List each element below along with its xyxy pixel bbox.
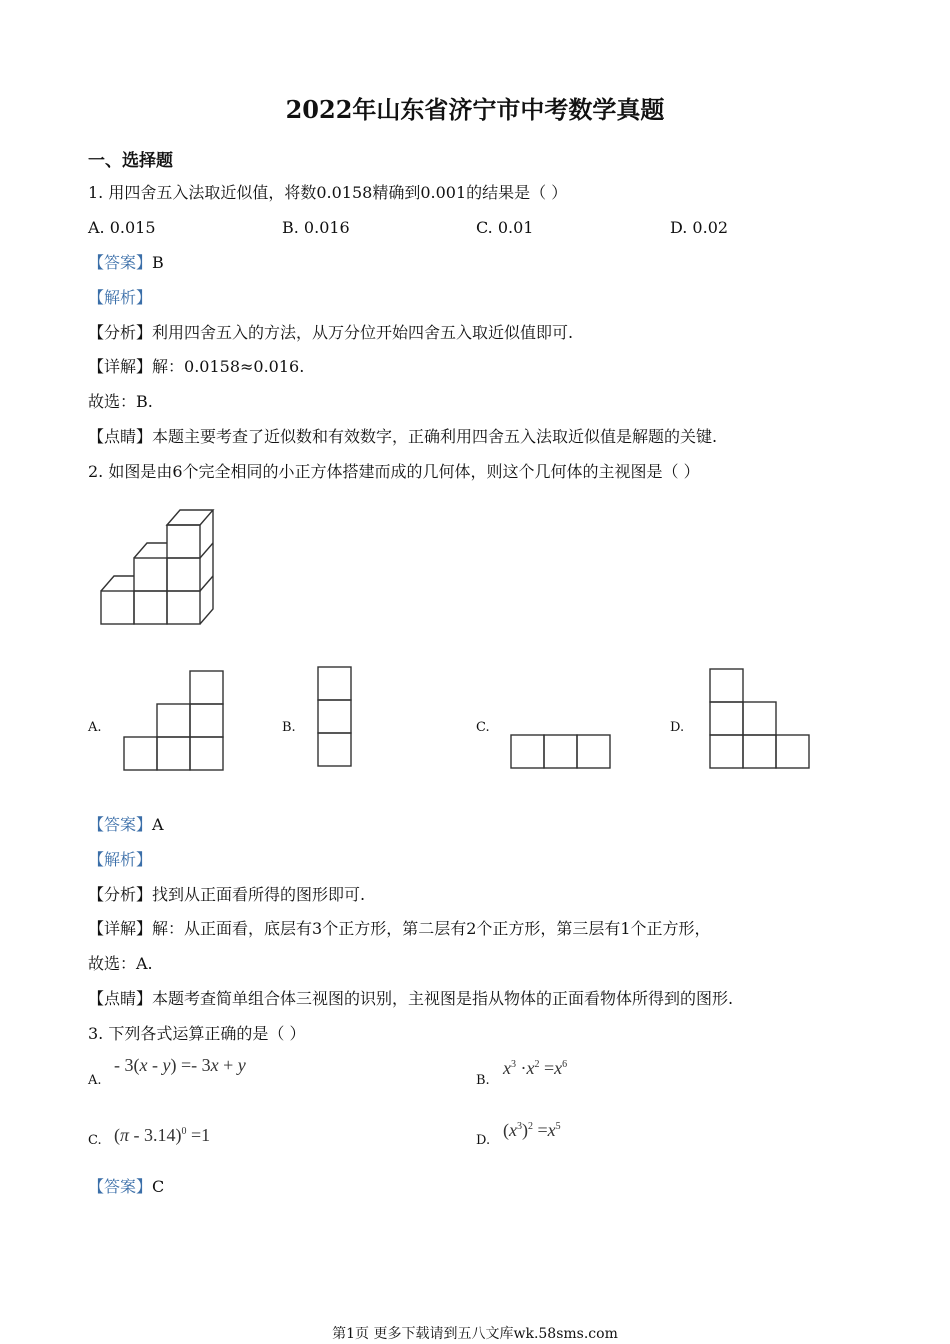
- answer-value: C: [152, 1177, 165, 1196]
- answer-value: A: [152, 815, 164, 834]
- answer-tag: 【答案】: [88, 815, 153, 834]
- page-footer: 第1页 更多下载请到五八文库wk.58sms.com: [332, 1326, 618, 1342]
- q3-option-c-label: C.: [88, 1133, 102, 1148]
- xiangjie-text: 解：从正面看，底层有3个正方形，第二层有2个正方形，第三层有1个正方形，: [152, 919, 711, 938]
- fenxi-text: 利用四舍五入的方法，从万分位开始四舍五入取近似值即可.: [152, 323, 574, 342]
- q2-fenxi: [88, 885, 365, 905]
- dianjing-text: 本题考查简单组合体三视图的识别，主视图是指从物体的正面看物体所得到的图形.: [152, 989, 734, 1008]
- q3-option-d-label: D.: [476, 1133, 491, 1148]
- q1-option-b: B. 0.016: [282, 218, 350, 237]
- page-title: 2022年山东省济宁市中考数学真题: [285, 95, 665, 124]
- q1-option-d: D. 0.02: [670, 218, 729, 237]
- q2-answer: [88, 815, 164, 835]
- q1-option-c: C. 0.01: [476, 218, 534, 237]
- q2-stem: 2. 如图是由6个完全相同的小正方体搭建而成的几何体，则这个几何体的主视图是（ ）: [88, 462, 700, 481]
- q1-analysis-tag: 【解析】: [88, 288, 153, 307]
- answer-tag: 【答案】: [88, 1177, 153, 1196]
- q1-option-a: A. 0.015: [88, 218, 156, 237]
- dianjing-tag: 【点睛】: [88, 989, 153, 1008]
- q1-guxuan: 故选：B.: [88, 392, 153, 411]
- q3-answer: [88, 1177, 164, 1197]
- q3-option-d-formula: $(x^3)^2 =x^5$: [503, 1120, 561, 1140]
- dianjing-text: 本题主要考查了近似数和有效数字，正确利用四舍五入法取近似值是解题的关键.: [152, 427, 718, 446]
- xiangjie-text: 解：0.0158≈0.016.: [152, 357, 305, 376]
- dianjing-tag: 【点睛】: [88, 427, 153, 446]
- fenxi-tag: 【分析】: [88, 323, 153, 342]
- fenxi-text: 找到从正面看所得的图形即可.: [152, 885, 366, 904]
- q2-option-a-label: A.: [88, 720, 102, 735]
- answer-tag: 【答案】: [88, 253, 153, 272]
- q2-option-b-label: B.: [282, 720, 296, 735]
- q3-option-a-formula: - 3(x - y) =- 3x + y: [114, 1055, 246, 1075]
- q2-analysis-tag: 【解析】: [88, 850, 153, 869]
- q3-option-a-label: A.: [88, 1073, 102, 1088]
- q3-option-b-label: B.: [476, 1073, 490, 1088]
- q2-guxuan: 故选：A.: [88, 954, 153, 973]
- xiangjie-tag: 【详解】: [88, 357, 153, 376]
- q2-option-d-label: D.: [670, 720, 685, 735]
- q2-option-c-label: C.: [476, 720, 490, 735]
- q2-dianjing: [88, 989, 733, 1009]
- answer-value: B: [152, 253, 164, 272]
- q3-stem: 3. 下列各式运算正确的是（ ）: [88, 1024, 306, 1043]
- q1-stem: 1. 用四舍五入法取近似值，将数0.0158精确到0.001的结果是（ ）: [88, 183, 568, 202]
- xiangjie-tag: 【详解】: [88, 919, 153, 938]
- q2-xiangjie: [88, 919, 711, 939]
- section-heading: 一、选择题: [88, 151, 173, 171]
- q3-option-c-formula: (π - 3.14)$^0$ =1: [114, 1125, 211, 1145]
- q3-option-b-formula: $x^3 \cdot x^2 =x^6$: [503, 1058, 568, 1078]
- fenxi-tag: 【分析】: [88, 885, 153, 904]
